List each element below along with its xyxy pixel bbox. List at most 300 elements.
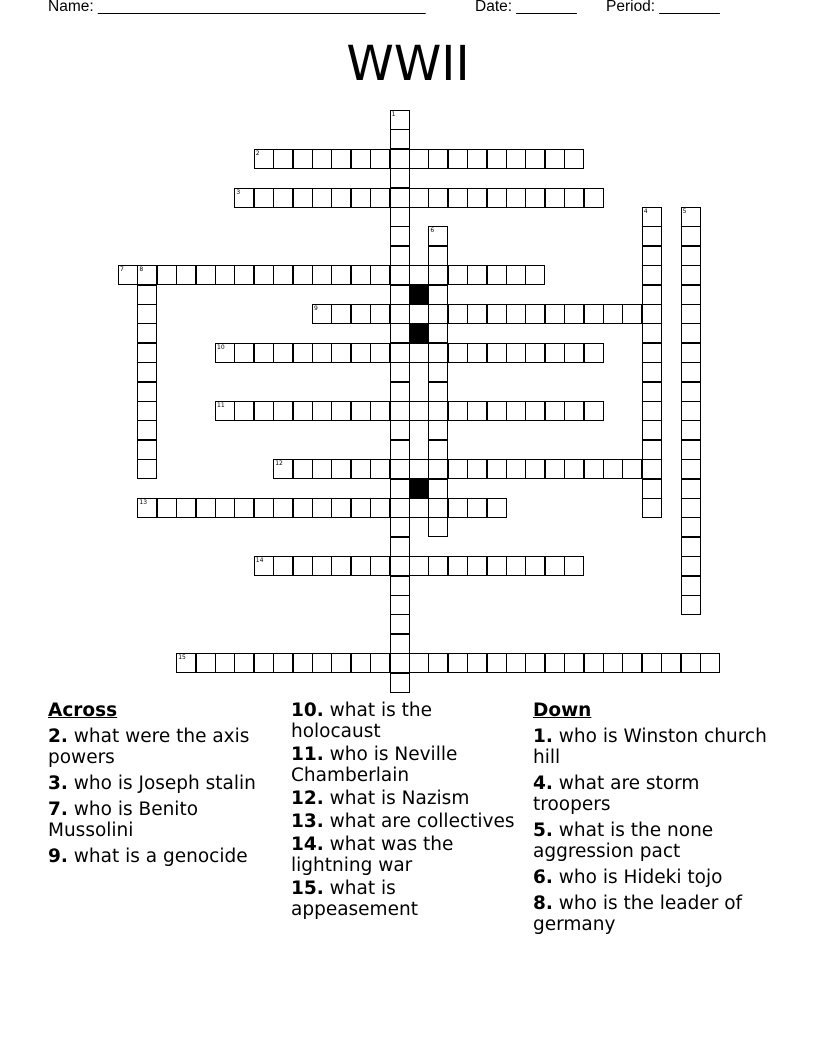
grid-cell[interactable] bbox=[487, 343, 507, 363]
grid-cell[interactable] bbox=[681, 285, 701, 305]
grid-cell[interactable] bbox=[545, 343, 565, 363]
grid-cell[interactable] bbox=[196, 653, 216, 673]
grid-cell[interactable] bbox=[448, 265, 468, 285]
grid-cell[interactable] bbox=[137, 440, 157, 460]
grid-cell[interactable] bbox=[487, 149, 507, 169]
grid-cell[interactable] bbox=[448, 304, 468, 324]
grid-cell[interactable] bbox=[137, 498, 157, 518]
grid-cell[interactable] bbox=[642, 265, 662, 285]
grid-cell[interactable] bbox=[642, 207, 662, 227]
grid-cell[interactable] bbox=[525, 149, 545, 169]
down-clues-column bbox=[533, 700, 773, 940]
grid-cell[interactable] bbox=[351, 556, 371, 576]
grid-cell[interactable] bbox=[506, 304, 526, 324]
grid-cell[interactable] bbox=[428, 304, 448, 324]
grid-cell[interactable] bbox=[390, 517, 410, 537]
grid-cell[interactable] bbox=[428, 517, 448, 537]
grid-cell[interactable] bbox=[351, 304, 371, 324]
grid-cell[interactable] bbox=[428, 653, 448, 673]
grid-cell[interactable] bbox=[312, 556, 332, 576]
grid-cell[interactable] bbox=[157, 265, 177, 285]
grid-cell[interactable] bbox=[390, 576, 410, 596]
grid-cell[interactable] bbox=[506, 401, 526, 421]
grid-cell[interactable] bbox=[642, 304, 662, 324]
grid-cell[interactable] bbox=[467, 498, 487, 518]
grid-cell[interactable] bbox=[409, 149, 429, 169]
grid-cell[interactable] bbox=[409, 188, 429, 208]
grid-cell[interactable] bbox=[428, 149, 448, 169]
grid-cell[interactable] bbox=[428, 226, 448, 246]
grid-cell[interactable] bbox=[273, 498, 293, 518]
grid-cell[interactable] bbox=[564, 556, 584, 576]
grid-cell[interactable] bbox=[137, 362, 157, 382]
grid-cell[interactable] bbox=[681, 653, 701, 673]
grid-cell[interactable] bbox=[273, 401, 293, 421]
grid-cell-number: 14 bbox=[255, 557, 264, 565]
grid-cell[interactable] bbox=[545, 556, 565, 576]
grid-cell[interactable] bbox=[370, 149, 390, 169]
clue-across-2: 2. what were the axis powers bbox=[48, 726, 250, 768]
clue-across-10: 10. what is the holocaust bbox=[291, 700, 433, 742]
grid-cell[interactable] bbox=[312, 149, 332, 169]
grid-cell[interactable] bbox=[681, 304, 701, 324]
across-heading: Across bbox=[48, 700, 118, 721]
grid-cell[interactable] bbox=[681, 226, 701, 246]
grid-cell[interactable] bbox=[487, 556, 507, 576]
down-heading: Down bbox=[533, 700, 592, 721]
grid-cell[interactable] bbox=[467, 343, 487, 363]
grid-cell[interactable] bbox=[390, 323, 410, 343]
grid-cell[interactable] bbox=[584, 304, 604, 324]
grid-cell[interactable] bbox=[351, 265, 371, 285]
grid-cell[interactable] bbox=[525, 653, 545, 673]
grid-cell[interactable] bbox=[293, 188, 313, 208]
grid-cell[interactable] bbox=[622, 653, 642, 673]
grid-cell[interactable] bbox=[545, 149, 565, 169]
grid-cell[interactable] bbox=[681, 401, 701, 421]
grid-cell[interactable] bbox=[331, 304, 351, 324]
grid-cell[interactable] bbox=[390, 168, 410, 188]
grid-cell-number: 11 bbox=[217, 402, 225, 409]
grid-cell[interactable] bbox=[448, 149, 468, 169]
grid-cell[interactable] bbox=[584, 188, 604, 208]
grid-cell[interactable] bbox=[506, 149, 526, 169]
grid-cell[interactable] bbox=[681, 556, 701, 576]
grid-cell[interactable] bbox=[390, 537, 410, 557]
grid-cell[interactable] bbox=[390, 420, 410, 440]
grid-cell[interactable] bbox=[681, 362, 701, 382]
grid-cell[interactable] bbox=[642, 382, 662, 402]
name-field-label: Name: ______________________________________ bbox=[48, 0, 426, 15]
grid-cell[interactable] bbox=[196, 265, 216, 285]
grid-cell-number: 8 bbox=[139, 266, 144, 274]
grid-cell-number: 4 bbox=[643, 208, 648, 215]
grid-cell[interactable] bbox=[681, 246, 701, 266]
grid-cell[interactable] bbox=[525, 343, 545, 363]
grid-cell[interactable] bbox=[331, 498, 351, 518]
grid-cell[interactable] bbox=[370, 188, 390, 208]
grid-cell[interactable] bbox=[642, 479, 662, 499]
grid-cell[interactable] bbox=[254, 556, 274, 576]
clue-down-4: 4. what are storm troopers bbox=[533, 773, 700, 815]
grid-cell-number: 10 bbox=[217, 343, 225, 351]
grid-cell[interactable] bbox=[273, 343, 293, 363]
grid-cell[interactable] bbox=[234, 498, 254, 518]
grid-cell[interactable] bbox=[293, 149, 313, 169]
grid-cell[interactable] bbox=[700, 653, 720, 673]
grid-cell[interactable] bbox=[525, 556, 545, 576]
grid-cell[interactable] bbox=[254, 498, 274, 518]
grid-cell[interactable] bbox=[681, 323, 701, 343]
grid-cell[interactable] bbox=[215, 498, 235, 518]
grid-cell[interactable] bbox=[448, 653, 468, 673]
grid-cell[interactable] bbox=[312, 304, 332, 324]
grid-cell[interactable] bbox=[506, 459, 526, 479]
grid-cell[interactable] bbox=[370, 653, 390, 673]
grid-cell[interactable] bbox=[467, 265, 487, 285]
grid-cell[interactable] bbox=[390, 362, 410, 382]
grid-cell[interactable] bbox=[448, 556, 468, 576]
grid-cell[interactable] bbox=[137, 382, 157, 402]
grid-cell[interactable] bbox=[506, 556, 526, 576]
grid-cell[interactable] bbox=[293, 556, 313, 576]
grid-cell[interactable] bbox=[467, 149, 487, 169]
grid-cell[interactable] bbox=[642, 285, 662, 305]
grid-cell[interactable] bbox=[331, 556, 351, 576]
grid-cell[interactable] bbox=[642, 440, 662, 460]
grid-cell[interactable] bbox=[293, 265, 313, 285]
grid-cell[interactable] bbox=[390, 343, 410, 363]
grid-cell[interactable] bbox=[428, 556, 448, 576]
grid-cell[interactable] bbox=[681, 537, 701, 557]
grid-cell[interactable] bbox=[312, 401, 332, 421]
grid-cell[interactable] bbox=[584, 653, 604, 673]
grid-cell[interactable] bbox=[390, 265, 410, 285]
grid-cell[interactable] bbox=[390, 382, 410, 402]
grid-cell[interactable] bbox=[428, 188, 448, 208]
grid-cell[interactable] bbox=[234, 401, 254, 421]
grid-cell[interactable] bbox=[603, 304, 623, 324]
grid-cell[interactable] bbox=[564, 401, 584, 421]
grid-cell[interactable] bbox=[390, 595, 410, 615]
grid-cell[interactable] bbox=[564, 188, 584, 208]
clue-down-5: 5. what is the none aggression pact bbox=[533, 820, 714, 862]
grid-cell[interactable] bbox=[273, 188, 293, 208]
grid-cell[interactable] bbox=[370, 498, 390, 518]
grid-cell[interactable] bbox=[254, 149, 274, 169]
grid-cell[interactable] bbox=[390, 129, 410, 149]
grid-cell[interactable] bbox=[448, 188, 468, 208]
grid-cell[interactable] bbox=[409, 401, 429, 421]
grid-cell[interactable] bbox=[157, 498, 177, 518]
grid-cell[interactable] bbox=[487, 265, 507, 285]
grid-cell-number: 13 bbox=[139, 499, 148, 506]
grid-cell[interactable] bbox=[215, 343, 235, 363]
grid-cell[interactable] bbox=[506, 188, 526, 208]
grid-cell[interactable] bbox=[467, 653, 487, 673]
grid-cell[interactable] bbox=[137, 323, 157, 343]
grid-cell[interactable] bbox=[312, 498, 332, 518]
grid-cell[interactable] bbox=[564, 343, 584, 363]
grid-cell[interactable] bbox=[331, 188, 351, 208]
grid-cell[interactable] bbox=[428, 479, 448, 499]
grid-cell[interactable] bbox=[176, 265, 196, 285]
grid-cell[interactable] bbox=[409, 498, 429, 518]
grid-cell[interactable] bbox=[254, 343, 274, 363]
grid-cell[interactable] bbox=[487, 653, 507, 673]
grid-cell[interactable] bbox=[545, 653, 565, 673]
grid-cell[interactable] bbox=[584, 343, 604, 363]
grid-cell[interactable] bbox=[428, 440, 448, 460]
grid-cell[interactable] bbox=[642, 401, 662, 421]
grid-cell[interactable] bbox=[234, 265, 254, 285]
grid-cell[interactable] bbox=[506, 343, 526, 363]
grid-cell[interactable] bbox=[370, 459, 390, 479]
grid-cell[interactable] bbox=[428, 459, 448, 479]
grid-cell[interactable] bbox=[681, 440, 701, 460]
grid-cell[interactable] bbox=[390, 479, 410, 499]
grid-cell[interactable] bbox=[390, 226, 410, 246]
grid-cell[interactable] bbox=[642, 420, 662, 440]
grid-cell[interactable] bbox=[467, 459, 487, 479]
grid-cell[interactable] bbox=[390, 634, 410, 654]
grid-cell[interactable] bbox=[467, 188, 487, 208]
grid-cell[interactable] bbox=[525, 401, 545, 421]
grid-cell[interactable] bbox=[681, 207, 701, 227]
grid-cell[interactable] bbox=[681, 498, 701, 518]
grid-cell[interactable] bbox=[428, 420, 448, 440]
grid-cell[interactable] bbox=[681, 595, 701, 615]
grid-cell[interactable] bbox=[428, 343, 448, 363]
grid-cell[interactable] bbox=[545, 459, 565, 479]
grid-cell[interactable] bbox=[681, 576, 701, 596]
grid-cell[interactable] bbox=[448, 343, 468, 363]
grid-cell-number: 12 bbox=[275, 460, 283, 468]
grid-cell[interactable] bbox=[487, 498, 507, 518]
grid-cell[interactable] bbox=[390, 440, 410, 460]
grid-cell-number: 3 bbox=[236, 188, 241, 196]
grid-cell[interactable] bbox=[331, 459, 351, 479]
grid-cell[interactable] bbox=[351, 343, 371, 363]
grid-cell[interactable] bbox=[176, 653, 196, 673]
grid-cell-number: 1 bbox=[391, 111, 396, 118]
grid-cell[interactable] bbox=[506, 653, 526, 673]
grid-cell[interactable] bbox=[390, 304, 410, 324]
grid-cell[interactable] bbox=[254, 265, 274, 285]
grid-cell[interactable] bbox=[525, 265, 545, 285]
grid-cell[interactable] bbox=[409, 343, 429, 363]
grid-cell[interactable] bbox=[681, 382, 701, 402]
grid-cell[interactable] bbox=[506, 265, 526, 285]
grid-cell[interactable] bbox=[390, 207, 410, 227]
grid-cell[interactable] bbox=[370, 265, 390, 285]
grid-cell[interactable] bbox=[428, 265, 448, 285]
grid-cell[interactable] bbox=[254, 653, 274, 673]
grid-cell[interactable] bbox=[312, 653, 332, 673]
grid-cell[interactable] bbox=[137, 265, 157, 285]
grid-cell[interactable] bbox=[428, 498, 448, 518]
grid-cell[interactable] bbox=[487, 188, 507, 208]
grid-cell[interactable] bbox=[390, 498, 410, 518]
grid-cell[interactable] bbox=[254, 188, 274, 208]
grid-cell[interactable] bbox=[137, 401, 157, 421]
grid-cell[interactable] bbox=[525, 188, 545, 208]
grid-cell[interactable] bbox=[234, 188, 254, 208]
grid-cell[interactable] bbox=[370, 556, 390, 576]
grid-cell[interactable] bbox=[137, 420, 157, 440]
grid-cell[interactable] bbox=[293, 498, 313, 518]
grid-cell[interactable] bbox=[293, 343, 313, 363]
grid-cell[interactable] bbox=[642, 498, 662, 518]
grid-cell[interactable] bbox=[487, 401, 507, 421]
grid-cell[interactable] bbox=[273, 653, 293, 673]
grid-cell[interactable] bbox=[390, 614, 410, 634]
grid-cell[interactable] bbox=[467, 304, 487, 324]
grid-cell[interactable] bbox=[390, 110, 410, 130]
grid-cell[interactable] bbox=[137, 459, 157, 479]
grid-cell[interactable] bbox=[642, 653, 662, 673]
grid-cell[interactable] bbox=[351, 459, 371, 479]
grid-cell[interactable] bbox=[390, 188, 410, 208]
grid-cell[interactable] bbox=[331, 149, 351, 169]
grid-cell[interactable] bbox=[331, 653, 351, 673]
grid-cell[interactable] bbox=[545, 304, 565, 324]
grid-cell[interactable] bbox=[234, 653, 254, 673]
grid-cell[interactable] bbox=[293, 653, 313, 673]
grid-cell[interactable] bbox=[545, 401, 565, 421]
grid-cell[interactable] bbox=[351, 401, 371, 421]
grid-cell[interactable] bbox=[428, 401, 448, 421]
grid-block bbox=[409, 323, 429, 343]
clue-across-12: 12. what is Nazism bbox=[291, 788, 470, 809]
grid-cell[interactable] bbox=[409, 459, 429, 479]
grid-cell[interactable] bbox=[642, 362, 662, 382]
grid-cell[interactable] bbox=[312, 265, 332, 285]
grid-cell[interactable] bbox=[467, 401, 487, 421]
clue-across-11: 11. who is Neville Chamberlain bbox=[291, 744, 458, 786]
grid-cell[interactable] bbox=[273, 265, 293, 285]
grid-cell[interactable] bbox=[137, 285, 157, 305]
grid-cell[interactable] bbox=[428, 285, 448, 305]
grid-cell[interactable] bbox=[370, 343, 390, 363]
grid-cell[interactable] bbox=[351, 149, 371, 169]
clue-down-6: 6. who is Hideki tojo bbox=[533, 867, 723, 888]
grid-cell[interactable] bbox=[370, 304, 390, 324]
clue-across-14: 14. what was the lightning war bbox=[291, 834, 454, 876]
grid-cell[interactable] bbox=[448, 498, 468, 518]
grid-cell[interactable] bbox=[487, 304, 507, 324]
grid-cell[interactable] bbox=[390, 673, 410, 693]
grid-cell[interactable] bbox=[118, 265, 138, 285]
grid-cell[interactable] bbox=[642, 226, 662, 246]
grid-cell[interactable] bbox=[467, 556, 487, 576]
grid-cell[interactable] bbox=[293, 401, 313, 421]
grid-cell[interactable] bbox=[622, 459, 642, 479]
clue-across-15: 15. what is appeasement bbox=[291, 878, 418, 920]
grid-cell[interactable] bbox=[564, 653, 584, 673]
grid-cell[interactable] bbox=[681, 343, 701, 363]
grid-cell[interactable] bbox=[254, 401, 274, 421]
grid-cell[interactable] bbox=[564, 459, 584, 479]
grid-cell[interactable] bbox=[234, 343, 254, 363]
grid-cell[interactable] bbox=[448, 459, 468, 479]
grid-cell[interactable] bbox=[351, 498, 371, 518]
grid-cell[interactable] bbox=[390, 556, 410, 576]
grid-cell[interactable] bbox=[215, 401, 235, 421]
across-clues-column-2 bbox=[291, 700, 521, 922]
grid-cell[interactable] bbox=[351, 653, 371, 673]
grid-cell[interactable] bbox=[215, 653, 235, 673]
grid-cell[interactable] bbox=[564, 304, 584, 324]
grid-cell[interactable] bbox=[390, 459, 410, 479]
grid-cell[interactable] bbox=[351, 188, 371, 208]
grid-cell[interactable] bbox=[428, 362, 448, 382]
grid-cell[interactable] bbox=[487, 459, 507, 479]
grid-cell[interactable] bbox=[642, 343, 662, 363]
grid-cell[interactable] bbox=[584, 401, 604, 421]
grid-cell[interactable] bbox=[428, 246, 448, 266]
grid-cell[interactable] bbox=[312, 343, 332, 363]
grid-cell[interactable] bbox=[176, 498, 196, 518]
grid-cell[interactable] bbox=[390, 653, 410, 673]
grid-cell[interactable] bbox=[642, 459, 662, 479]
grid-cell[interactable] bbox=[273, 149, 293, 169]
grid-cell[interactable] bbox=[370, 401, 390, 421]
grid-cell[interactable] bbox=[525, 304, 545, 324]
grid-cell[interactable] bbox=[603, 459, 623, 479]
grid-cell[interactable] bbox=[428, 323, 448, 343]
grid-cell[interactable] bbox=[312, 459, 332, 479]
grid-cell[interactable] bbox=[603, 653, 623, 673]
grid-cell[interactable] bbox=[409, 653, 429, 673]
grid-cell[interactable] bbox=[137, 304, 157, 324]
grid-cell[interactable] bbox=[661, 653, 681, 673]
clue-down-1: 1. who is Winston church hill bbox=[533, 726, 767, 768]
grid-cell[interactable] bbox=[409, 265, 429, 285]
grid-cell[interactable] bbox=[409, 556, 429, 576]
grid-cell[interactable] bbox=[642, 246, 662, 266]
grid-cell[interactable] bbox=[331, 401, 351, 421]
grid-cell[interactable] bbox=[681, 265, 701, 285]
grid-cell[interactable] bbox=[390, 149, 410, 169]
grid-cell[interactable] bbox=[428, 382, 448, 402]
grid-cell[interactable] bbox=[137, 343, 157, 363]
grid-cell[interactable] bbox=[642, 323, 662, 343]
grid-cell[interactable] bbox=[331, 265, 351, 285]
grid-cell[interactable] bbox=[622, 304, 642, 324]
grid-cell[interactable] bbox=[273, 459, 293, 479]
grid-cell[interactable] bbox=[293, 459, 313, 479]
grid-cell[interactable] bbox=[390, 285, 410, 305]
grid-cell[interactable] bbox=[331, 343, 351, 363]
grid-cell[interactable] bbox=[448, 401, 468, 421]
grid-cell[interactable] bbox=[681, 517, 701, 537]
grid-cell[interactable] bbox=[681, 459, 701, 479]
grid-cell[interactable] bbox=[409, 304, 429, 324]
grid-cell[interactable] bbox=[681, 420, 701, 440]
grid-cell[interactable] bbox=[215, 265, 235, 285]
grid-cell[interactable] bbox=[681, 479, 701, 499]
grid-cell[interactable] bbox=[273, 556, 293, 576]
grid-cell[interactable] bbox=[584, 459, 604, 479]
grid-cell[interactable] bbox=[312, 188, 332, 208]
grid-cell[interactable] bbox=[564, 149, 584, 169]
grid-cell[interactable] bbox=[196, 498, 216, 518]
grid-cell[interactable] bbox=[545, 188, 565, 208]
grid-cell[interactable] bbox=[390, 401, 410, 421]
grid-cell[interactable] bbox=[390, 246, 410, 266]
grid-cell[interactable] bbox=[525, 459, 545, 479]
